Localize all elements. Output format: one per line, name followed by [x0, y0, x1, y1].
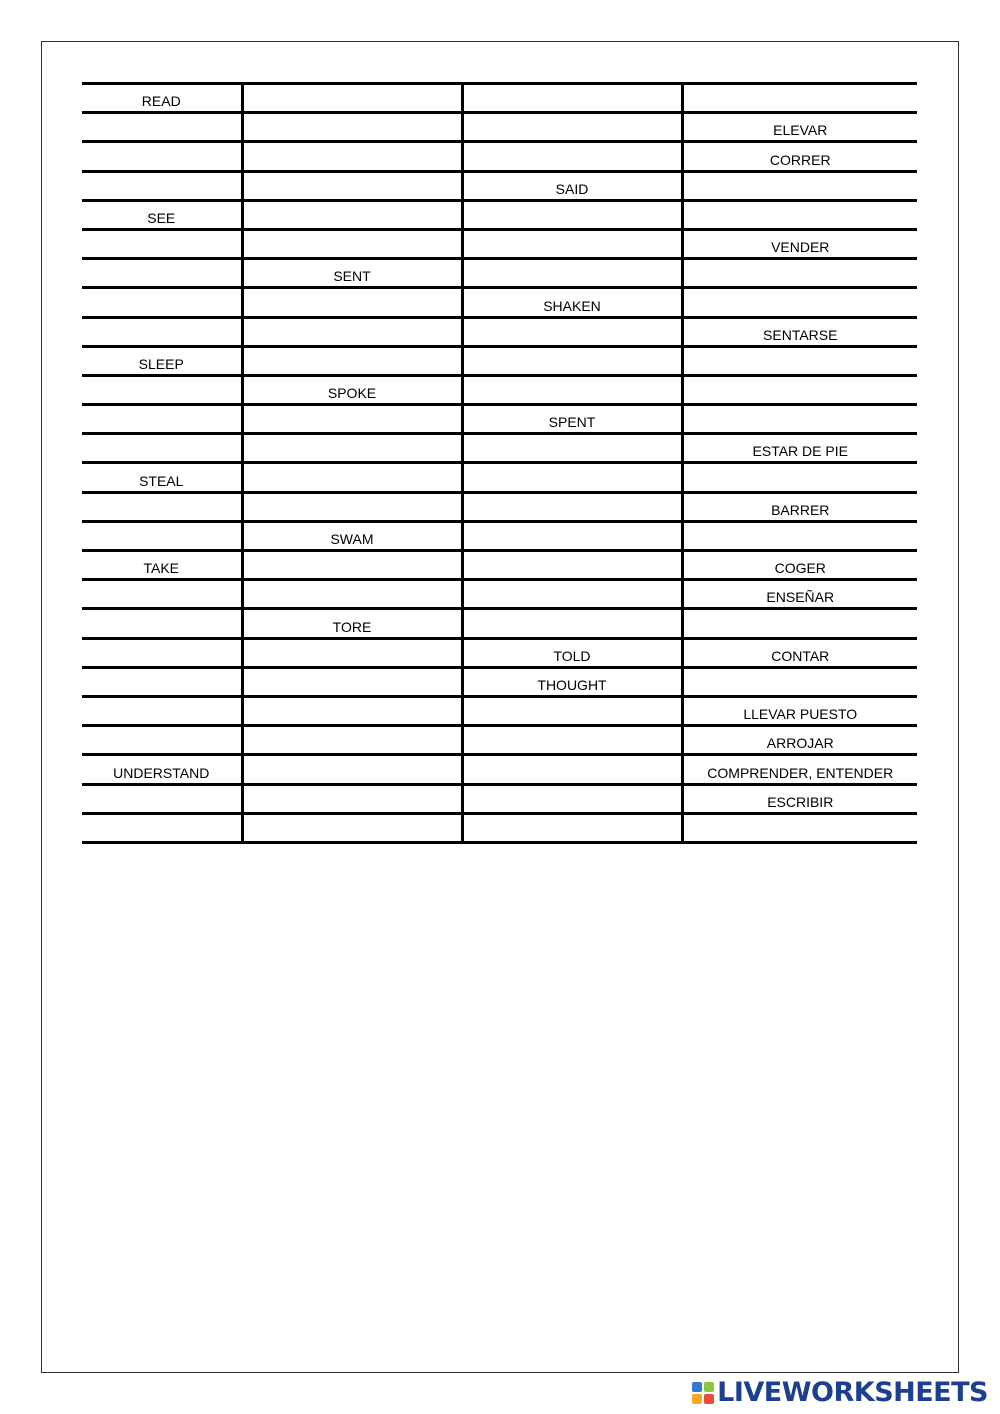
- table-row: [82, 229, 917, 258]
- table-cell: READ: [82, 84, 242, 113]
- table-cell[interactable]: [242, 405, 462, 434]
- table-cell: SENT: [242, 259, 462, 288]
- table-cell: SHAKEN: [462, 288, 682, 317]
- table-cell: SLEEP: [82, 346, 242, 375]
- table-row: [82, 609, 917, 638]
- table-cell[interactable]: [462, 229, 682, 258]
- table-cell[interactable]: [82, 113, 242, 142]
- table-cell[interactable]: [682, 405, 917, 434]
- table-cell[interactable]: [242, 142, 462, 171]
- table-row: [82, 492, 917, 521]
- table-cell[interactable]: [242, 171, 462, 200]
- table-cell[interactable]: [82, 288, 242, 317]
- logo-square-3: [692, 1394, 702, 1404]
- table-cell[interactable]: [462, 551, 682, 580]
- liveworksheets-logo-icon: [692, 1382, 714, 1404]
- table-row: [82, 755, 917, 784]
- table-cell[interactable]: [82, 434, 242, 463]
- table-row: [82, 317, 917, 346]
- table-cell[interactable]: [462, 813, 682, 842]
- table-cell: SEE: [82, 200, 242, 229]
- table-cell[interactable]: [462, 784, 682, 813]
- table-row: [82, 667, 917, 696]
- table-cell: SPOKE: [242, 375, 462, 404]
- table-row: [82, 288, 917, 317]
- table-row: [82, 259, 917, 288]
- table-cell[interactable]: [242, 346, 462, 375]
- table-cell[interactable]: [462, 521, 682, 550]
- table-cell[interactable]: [82, 229, 242, 258]
- table-cell: ARROJAR: [682, 726, 917, 755]
- table-cell: ESCRIBIR: [682, 784, 917, 813]
- table-cell[interactable]: [242, 667, 462, 696]
- table-row: [82, 171, 917, 200]
- table-row: [82, 521, 917, 550]
- table-cell[interactable]: [462, 726, 682, 755]
- table-cell[interactable]: [682, 84, 917, 113]
- table-cell[interactable]: [82, 638, 242, 667]
- table-cell[interactable]: [242, 317, 462, 346]
- table-cell[interactable]: [682, 667, 917, 696]
- brand-text: LIVEWORKSHEETS: [717, 1377, 988, 1408]
- table-row: [82, 346, 917, 375]
- table-cell[interactable]: [682, 609, 917, 638]
- table-cell[interactable]: [682, 259, 917, 288]
- table-cell[interactable]: [682, 521, 917, 550]
- table-cell[interactable]: [682, 200, 917, 229]
- table-cell[interactable]: [242, 813, 462, 842]
- table-row: [82, 142, 917, 171]
- table-cell[interactable]: [682, 463, 917, 492]
- table-cell[interactable]: [82, 726, 242, 755]
- table-cell[interactable]: [82, 375, 242, 404]
- table-cell: CORRER: [682, 142, 917, 171]
- table-cell[interactable]: [242, 492, 462, 521]
- table-cell[interactable]: [242, 229, 462, 258]
- table-cell[interactable]: [82, 521, 242, 550]
- table-cell[interactable]: [82, 405, 242, 434]
- table-cell[interactable]: [82, 492, 242, 521]
- table-cell[interactable]: [462, 434, 682, 463]
- table-cell[interactable]: [462, 113, 682, 142]
- table-cell[interactable]: [242, 755, 462, 784]
- table-cell: SWAM: [242, 521, 462, 550]
- table-cell[interactable]: [242, 726, 462, 755]
- table-row: [82, 405, 917, 434]
- table-cell: UNDERSTAND: [82, 755, 242, 784]
- table-row: [82, 638, 917, 667]
- table-row: [82, 696, 917, 725]
- table-cell[interactable]: [462, 492, 682, 521]
- table-row: [82, 113, 917, 142]
- table-cell[interactable]: [682, 346, 917, 375]
- logo-square-2: [704, 1382, 714, 1392]
- table-cell[interactable]: [242, 463, 462, 492]
- table-cell[interactable]: [242, 200, 462, 229]
- table-cell: TORE: [242, 609, 462, 638]
- table-cell[interactable]: [82, 696, 242, 725]
- table-row: [82, 375, 917, 404]
- table-cell[interactable]: [462, 84, 682, 113]
- table-cell[interactable]: [82, 667, 242, 696]
- table-cell: CONTAR: [682, 638, 917, 667]
- table-cell: ENSEÑAR: [682, 580, 917, 609]
- table-cell[interactable]: [682, 813, 917, 842]
- table-cell: SENTARSE: [682, 317, 917, 346]
- table-cell[interactable]: [242, 84, 462, 113]
- table-cell[interactable]: [242, 638, 462, 667]
- table-cell[interactable]: [462, 259, 682, 288]
- table-cell: LLEVAR PUESTO: [682, 696, 917, 725]
- table-cell[interactable]: [462, 317, 682, 346]
- table-cell[interactable]: [82, 259, 242, 288]
- table-cell[interactable]: [82, 813, 242, 842]
- table-row: [82, 580, 917, 609]
- table-cell: COMPRENDER, ENTENDER: [682, 755, 917, 784]
- verb-table: [82, 82, 917, 844]
- table-cell: STEAL: [82, 463, 242, 492]
- table-cell[interactable]: [82, 317, 242, 346]
- table-cell[interactable]: [242, 580, 462, 609]
- table-cell[interactable]: [462, 755, 682, 784]
- table-cell[interactable]: [82, 171, 242, 200]
- table-cell: SAID: [462, 171, 682, 200]
- table-cell[interactable]: [462, 200, 682, 229]
- table-row: [82, 84, 917, 113]
- table-cell: TAKE: [82, 551, 242, 580]
- table-cell[interactable]: [242, 784, 462, 813]
- table-cell[interactable]: [242, 551, 462, 580]
- table-cell: VENDER: [682, 229, 917, 258]
- table-cell[interactable]: [242, 696, 462, 725]
- table-cell: ESTAR DE PIE: [682, 434, 917, 463]
- liveworksheets-brand: [692, 1378, 988, 1408]
- table-cell: TOLD: [462, 638, 682, 667]
- table-cell[interactable]: [462, 580, 682, 609]
- table-cell: ELEVAR: [682, 113, 917, 142]
- verb-table-body: [82, 84, 917, 843]
- table-cell[interactable]: [682, 375, 917, 404]
- table-cell[interactable]: [462, 609, 682, 638]
- table-cell: SPENT: [462, 405, 682, 434]
- table-cell[interactable]: [82, 580, 242, 609]
- table-cell[interactable]: [682, 288, 917, 317]
- table-cell[interactable]: [462, 696, 682, 725]
- table-cell[interactable]: [682, 171, 917, 200]
- table-cell[interactable]: [242, 113, 462, 142]
- table-cell[interactable]: [242, 434, 462, 463]
- table-cell: THOUGHT: [462, 667, 682, 696]
- logo-square-1: [692, 1382, 702, 1392]
- table-cell[interactable]: [242, 288, 462, 317]
- table-row: [82, 463, 917, 492]
- table-cell[interactable]: [462, 142, 682, 171]
- table-cell[interactable]: [82, 142, 242, 171]
- table-cell[interactable]: [462, 346, 682, 375]
- table-cell[interactable]: [462, 463, 682, 492]
- table-row: [82, 434, 917, 463]
- table-row: [82, 551, 917, 580]
- table-row: [82, 726, 917, 755]
- table-cell: COGER: [682, 551, 917, 580]
- table-row: [82, 784, 917, 813]
- table-cell[interactable]: [462, 375, 682, 404]
- table-cell[interactable]: [82, 609, 242, 638]
- table-row: [82, 813, 917, 842]
- table-cell: BARRER: [682, 492, 917, 521]
- logo-square-4: [704, 1394, 714, 1404]
- table-cell[interactable]: [82, 784, 242, 813]
- table-row: [82, 200, 917, 229]
